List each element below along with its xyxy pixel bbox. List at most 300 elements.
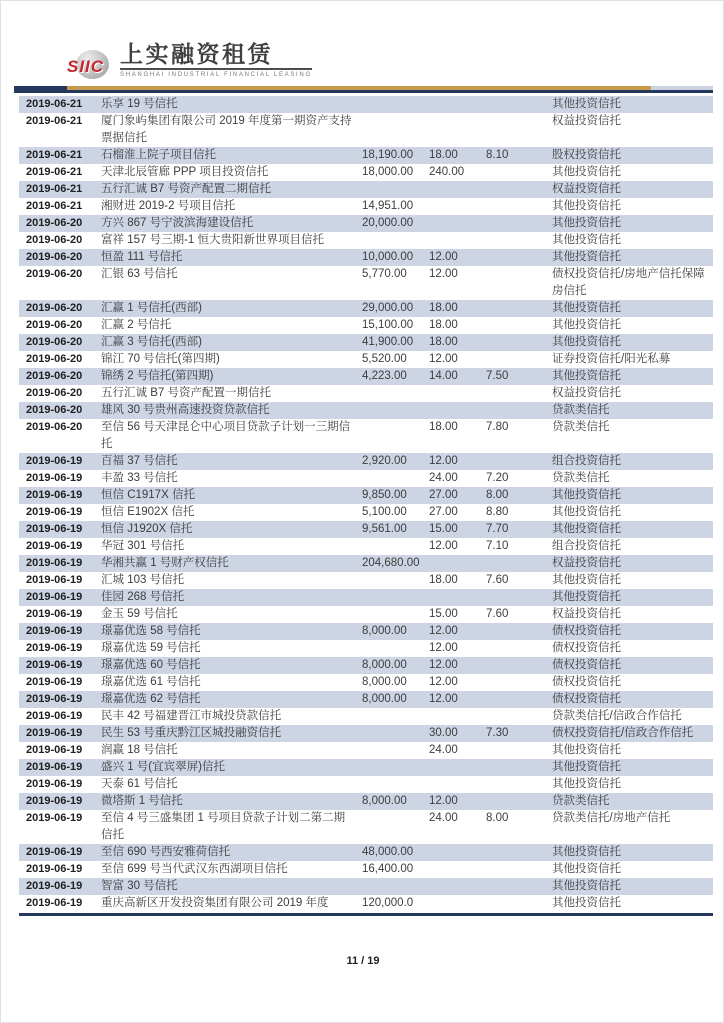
row-category: 债权投资信托/房地产信托保障房信托: [552, 268, 705, 297]
table-row: [19, 419, 713, 453]
row-category: 其他投资信托: [552, 98, 621, 110]
row-date: 2019-06-19: [26, 489, 83, 501]
table-row: [19, 589, 713, 606]
row-category: 其他投资信托: [552, 880, 621, 892]
row-product-name: 璟嘉优选 62 号信托: [101, 693, 201, 705]
row-product-name: 方兴 867 号宁波滨海建设信托: [101, 217, 254, 229]
row-date: 2019-06-19: [26, 455, 83, 467]
row-term: 12.00: [429, 625, 458, 637]
row-product-name: 石榴淮上院子项目信托: [101, 149, 216, 161]
row-term: 240.00: [429, 166, 465, 178]
row-date: 2019-06-19: [26, 676, 83, 688]
row-date: 2019-06-20: [26, 370, 83, 382]
table-row: [19, 895, 713, 912]
row-term: 24.00: [429, 812, 458, 824]
row-date: 2019-06-19: [26, 523, 83, 535]
row-product-name: 恒盈 111 号信托: [101, 251, 183, 263]
row-date: 2019-06-19: [26, 591, 83, 603]
row-category: 其他投资信托: [552, 489, 621, 501]
row-rate: [486, 640, 542, 657]
row-date: 2019-06-19: [26, 795, 83, 807]
row-category: 其他投资信托: [552, 234, 621, 246]
row-term: 18.00: [429, 574, 458, 586]
row-product-name: 璟嘉优选 58 号信托: [101, 625, 201, 637]
row-rate: [486, 113, 542, 147]
row-rate: 7.60: [486, 608, 509, 620]
row-rate: [486, 334, 542, 351]
page-footer: [1, 951, 724, 969]
row-term: [429, 878, 479, 895]
row-product-name: 汇赢 3 号信托(西部): [101, 336, 202, 348]
row-category: 债权投资信托: [552, 642, 621, 654]
row-product-name: 至信 4 号三盛集团 1 号项目贷款子计划二第二期信托: [101, 812, 346, 841]
row-product-name: 至信 56 号天津昆仑中心项目贷款子计划一三期信托: [101, 421, 351, 450]
row-rate: [486, 96, 542, 113]
row-rate: 7.50: [486, 370, 509, 382]
row-category: 其他投资信托: [552, 319, 621, 331]
row-category: 权益投资信托: [552, 115, 621, 127]
table-row: [19, 385, 713, 402]
row-rate: [486, 742, 542, 759]
row-category: 其他投资信托: [552, 761, 621, 773]
table-row: [19, 470, 713, 487]
row-product-name: 璟嘉优选 59 号信托: [101, 642, 201, 654]
row-product-name: 汇赢 1 号信托(西部): [101, 302, 202, 314]
row-date: 2019-06-20: [26, 251, 83, 263]
row-rate: 8.00: [486, 812, 509, 824]
row-amount: 204,680.00: [362, 557, 420, 569]
table-row: [19, 351, 713, 368]
row-product-name: 厦门象屿集团有限公司 2019 年度第一期资产支持票据信托: [101, 115, 352, 144]
row-amount: [362, 538, 420, 555]
row-term: 24.00: [429, 744, 458, 756]
row-category: 其他投资信托: [552, 166, 621, 178]
row-term: 12.00: [429, 268, 458, 280]
row-date: 2019-06-19: [26, 880, 83, 892]
row-term: [429, 402, 479, 419]
row-product-name: 天泰 61 号信托: [101, 778, 178, 790]
row-category: 其他投资信托: [552, 506, 621, 518]
row-date: 2019-06-19: [26, 472, 83, 484]
row-product-name: 乐享 19 号信托: [101, 98, 178, 110]
table-row: [19, 606, 713, 623]
row-category: 其他投资信托: [552, 523, 621, 535]
row-category: 组合投资信托: [552, 540, 621, 552]
row-date: 2019-06-21: [26, 183, 83, 195]
row-date: 2019-06-19: [26, 744, 83, 756]
row-rate: [486, 453, 542, 470]
row-amount: 8,000.00: [362, 693, 407, 705]
row-product-name: 百福 37 号信托: [101, 455, 178, 467]
row-amount: 18,000.00: [362, 166, 414, 178]
row-term: [429, 96, 479, 113]
row-product-name: 富祥 157 号三期-1 恒大贵阳新世界项目信托: [101, 234, 324, 246]
row-product-name: 佳园 268 号信托: [101, 591, 185, 603]
row-rate: [486, 300, 542, 317]
row-date: 2019-06-20: [26, 302, 83, 314]
row-term: 12.00: [429, 659, 458, 671]
row-amount: 5,100.00: [362, 506, 407, 518]
row-product-name: 润赢 18 号信托: [101, 744, 178, 756]
row-amount: [362, 113, 420, 147]
row-category: 其他投资信托: [552, 591, 621, 603]
table-row: [19, 215, 713, 232]
row-product-name: 湘财进 2019-2 号项目信托: [101, 200, 236, 212]
row-term: 15.00: [429, 608, 458, 620]
row-amount: [362, 232, 420, 249]
table-row: [19, 147, 713, 164]
row-date: 2019-06-21: [26, 149, 83, 161]
row-rate: 7.20: [486, 472, 509, 484]
page-number: 11 / 19: [346, 955, 380, 967]
row-rate: [486, 623, 542, 640]
row-category: 贷款类信托: [552, 421, 610, 433]
table-bottom-rule: [19, 913, 713, 916]
row-amount: 15,100.00: [362, 319, 414, 331]
row-category: 贷款类信托: [552, 795, 610, 807]
row-rate: [486, 878, 542, 895]
row-date: 2019-06-20: [26, 268, 83, 280]
row-rate: [486, 776, 542, 793]
row-category: 权益投资信托: [552, 608, 621, 620]
row-rate: 7.10: [486, 540, 509, 552]
table-row: [19, 266, 713, 300]
table-row: [19, 691, 713, 708]
table-row: [19, 555, 713, 572]
row-category: 其他投资信托: [552, 574, 621, 586]
row-rate: [486, 674, 542, 691]
row-term: [429, 113, 479, 147]
header-rule: [14, 86, 713, 93]
row-date: 2019-06-21: [26, 98, 83, 110]
row-category: 其他投资信托: [552, 778, 621, 790]
row-product-name: 璟嘉优选 60 号信托: [101, 659, 201, 671]
table-row: [19, 708, 713, 725]
row-product-name: 恒信 C1917X 信托: [101, 489, 195, 501]
row-rate: [486, 249, 542, 266]
row-amount: [362, 402, 420, 419]
row-category: 债权投资信托: [552, 625, 621, 637]
row-product-name: 璟嘉优选 61 号信托: [101, 676, 201, 688]
table-row: [19, 725, 713, 742]
table-row: [19, 113, 713, 147]
row-term: [429, 198, 479, 215]
table-row: [19, 334, 713, 351]
row-term: [429, 555, 479, 572]
row-category: 债权投资信托: [552, 693, 621, 705]
row-product-name: 盛兴 1 号(宜宾翠屏)信托: [101, 761, 225, 773]
row-product-name: 至信 699 号当代武汉东西湖项目信托: [101, 863, 288, 875]
row-amount: 41,900.00: [362, 336, 414, 348]
header-rule-navy-under: [14, 90, 713, 93]
row-rate: 7.80: [486, 421, 509, 433]
row-term: [429, 181, 479, 198]
row-amount: 5,770.00: [362, 268, 407, 280]
row-category: 其他投资信托: [552, 744, 621, 756]
row-amount: 9,561.00: [362, 523, 407, 535]
row-term: 27.00: [429, 489, 458, 501]
row-amount: [362, 385, 420, 402]
row-product-name: 至信 690 号西安雅荷信托: [101, 846, 231, 858]
row-term: 24.00: [429, 472, 458, 484]
row-amount: [362, 810, 420, 844]
table-row: [19, 181, 713, 198]
row-amount: 8,000.00: [362, 795, 407, 807]
row-rate: [486, 385, 542, 402]
row-rate: [486, 793, 542, 810]
row-term: [429, 232, 479, 249]
row-category: 债权投资信托: [552, 659, 621, 671]
row-term: 15.00: [429, 523, 458, 535]
row-rate: [486, 351, 542, 368]
table-row: [19, 538, 713, 555]
row-product-name: 锦江 70 号信托(第四期): [101, 353, 220, 365]
row-date: 2019-06-19: [26, 863, 83, 875]
row-amount: [362, 419, 420, 453]
row-amount: 18,190.00: [362, 149, 414, 161]
row-product-name: 民生 53 号重庆黔江区城投融资信托: [101, 727, 282, 739]
row-date: 2019-06-19: [26, 761, 83, 773]
row-rate: [486, 198, 542, 215]
table-row: [19, 198, 713, 215]
row-category: 组合投资信托: [552, 455, 621, 467]
table-row: [19, 521, 713, 538]
row-product-name: 汇银 63 号信托: [101, 268, 178, 280]
row-rate: [486, 589, 542, 606]
row-rate: 8.00: [486, 489, 509, 501]
row-term: 18.00: [429, 421, 458, 433]
row-amount: 120,000.0: [362, 897, 414, 909]
row-rate: [486, 844, 542, 861]
row-term: [429, 861, 479, 878]
table-row: [19, 844, 713, 861]
row-product-name: 智富 30 号信托: [101, 880, 178, 892]
row-term: 27.00: [429, 506, 458, 518]
row-date: 2019-06-19: [26, 897, 83, 909]
row-product-name: 汇赢 2 号信托: [101, 319, 172, 331]
row-term: 12.00: [429, 642, 458, 654]
row-date: 2019-06-19: [26, 727, 83, 739]
row-date: 2019-06-19: [26, 812, 83, 824]
row-rate: [486, 317, 542, 334]
row-date: 2019-06-20: [26, 421, 83, 433]
row-date: 2019-06-20: [26, 387, 83, 399]
row-category: 其他投资信托: [552, 336, 621, 348]
row-rate: [486, 691, 542, 708]
row-term: 12.00: [429, 693, 458, 705]
row-amount: 29,000.00: [362, 302, 414, 314]
row-amount: 2,920.00: [362, 455, 407, 467]
row-amount: 20,000.00: [362, 217, 414, 229]
table-row: [19, 776, 713, 793]
row-product-name: 民丰 42 号福建晋江市城投贷款信托: [101, 710, 282, 722]
table-row: [19, 810, 713, 844]
row-product-name: 雄风 30 号贵州高速投资贷款信托: [101, 404, 270, 416]
row-amount: 4,223.00: [362, 370, 407, 382]
row-product-name: 恒信 J1920X 信托: [101, 523, 193, 535]
row-category: 其他投资信托: [552, 846, 621, 858]
table-row: [19, 878, 713, 895]
row-category: 债权投资信托: [552, 676, 621, 688]
row-date: 2019-06-20: [26, 404, 83, 416]
row-category: 其他投资信托: [552, 251, 621, 263]
row-amount: 8,000.00: [362, 625, 407, 637]
row-category: 其他投资信托: [552, 217, 621, 229]
row-amount: [362, 725, 420, 742]
row-date: 2019-06-20: [26, 336, 83, 348]
table-row: [19, 793, 713, 810]
row-rate: 7.60: [486, 574, 509, 586]
row-term: [429, 759, 479, 776]
table-row: [19, 504, 713, 521]
row-term: 18.00: [429, 336, 458, 348]
table-row: [19, 96, 713, 113]
row-product-name: 五行汇诚 B7 号资产配置一期信托: [101, 387, 271, 399]
row-term: 14.00: [429, 370, 458, 382]
trust-table-body: [19, 96, 713, 912]
row-date: 2019-06-20: [26, 217, 83, 229]
table-row: [19, 402, 713, 419]
row-product-name: 金玉 59 号信托: [101, 608, 178, 620]
row-amount: 10,000.00: [362, 251, 414, 263]
table-row: [19, 657, 713, 674]
row-date: 2019-06-19: [26, 710, 83, 722]
row-product-name: 重庆高新区开发投资集团有限公司 2019 年度: [101, 897, 329, 909]
row-category: 其他投资信托: [552, 370, 621, 382]
row-amount: [362, 708, 420, 725]
row-date: 2019-06-19: [26, 608, 83, 620]
row-product-name: 华冠 301 号信托: [101, 540, 185, 552]
row-date: 2019-06-21: [26, 115, 83, 127]
row-category: 证券投资信托/阳光私募: [552, 353, 671, 365]
row-amount: [362, 181, 420, 198]
row-rate: [486, 215, 542, 232]
row-amount: [362, 572, 420, 589]
row-term: 12.00: [429, 455, 458, 467]
row-date: 2019-06-19: [26, 506, 83, 518]
row-date: 2019-06-19: [26, 778, 83, 790]
table-row: [19, 861, 713, 878]
row-amount: [362, 470, 420, 487]
row-amount: 9,850.00: [362, 489, 407, 501]
row-rate: [486, 181, 542, 198]
table-row: [19, 674, 713, 691]
row-category: 贷款类信托/房地产信托: [552, 812, 671, 824]
row-product-name: 天津北辰管廊 PPP 项目投资信托: [101, 166, 269, 178]
row-term: 12.00: [429, 540, 458, 552]
row-amount: [362, 776, 420, 793]
row-amount: [362, 759, 420, 776]
row-date: 2019-06-20: [26, 234, 83, 246]
row-category: 其他投资信托: [552, 200, 621, 212]
row-rate: [486, 759, 542, 776]
row-date: 2019-06-21: [26, 200, 83, 212]
row-date: 2019-06-21: [26, 166, 83, 178]
table-row: [19, 759, 713, 776]
row-product-name: 五行汇诚 B7 号资产配置二期信托: [101, 183, 271, 195]
row-category: 权益投资信托: [552, 183, 621, 195]
row-rate: [486, 232, 542, 249]
row-category: 其他投资信托: [552, 897, 621, 909]
table-row: [19, 453, 713, 470]
table-row: [19, 487, 713, 504]
table-row: [19, 164, 713, 181]
row-rate: [486, 555, 542, 572]
row-amount: [362, 606, 420, 623]
row-term: [429, 895, 479, 912]
brand-block: [120, 41, 312, 78]
table-row: [19, 572, 713, 589]
row-term: 18.00: [429, 149, 458, 161]
row-amount: 5,520.00: [362, 353, 407, 365]
row-amount: 48,000.00: [362, 846, 414, 858]
row-category: 债权投资信托/信政合作信托: [552, 727, 694, 739]
row-amount: 14,951.00: [362, 200, 414, 212]
table-row: [19, 623, 713, 640]
row-rate: [486, 895, 542, 912]
row-term: 12.00: [429, 795, 458, 807]
row-term: 18.00: [429, 319, 458, 331]
row-category: 股权投资信托: [552, 149, 621, 161]
table-row: [19, 742, 713, 759]
row-date: 2019-06-19: [26, 846, 83, 858]
row-term: [429, 215, 479, 232]
row-product-name: 恒信 E1902X 信托: [101, 506, 195, 518]
row-amount: 16,400.00: [362, 863, 414, 875]
row-rate: 7.70: [486, 523, 509, 535]
row-rate: [486, 266, 542, 300]
row-date: 2019-06-19: [26, 557, 83, 569]
trust-table: [19, 96, 713, 916]
siic-wordmark: SIIC: [67, 57, 105, 76]
row-term: [429, 776, 479, 793]
row-date: 2019-06-19: [26, 625, 83, 637]
row-rate: [486, 657, 542, 674]
row-term: [429, 589, 479, 606]
row-term: 12.00: [429, 353, 458, 365]
row-category: 贷款类信托: [552, 472, 610, 484]
row-term: [429, 844, 479, 861]
row-product-name: 锦绣 2 号信托(第四期): [101, 370, 214, 382]
row-rate: 8.80: [486, 506, 509, 518]
row-product-name: 汇城 103 号信托: [101, 574, 185, 586]
row-term: 12.00: [429, 251, 458, 263]
row-date: 2019-06-19: [26, 540, 83, 552]
row-date: 2019-06-20: [26, 319, 83, 331]
row-category: 其他投资信托: [552, 863, 621, 875]
row-date: 2019-06-20: [26, 353, 83, 365]
table-row: [19, 368, 713, 385]
row-product-name: 丰盈 33 号信托: [101, 472, 178, 484]
table-row: [19, 300, 713, 317]
row-date: 2019-06-19: [26, 659, 83, 671]
row-amount: [362, 742, 420, 759]
row-category: 贷款类信托/信政合作信托: [552, 710, 682, 722]
table-row: [19, 249, 713, 266]
row-rate: 8.10: [486, 149, 509, 161]
row-rate: [486, 402, 542, 419]
row-rate: [486, 164, 542, 181]
row-product-name: 微塔斯 1 号信托: [101, 795, 183, 807]
row-term: [429, 385, 479, 402]
row-category: 贷款类信托: [552, 404, 610, 416]
table-row: [19, 317, 713, 334]
row-rate: [486, 861, 542, 878]
row-term: [429, 708, 479, 725]
row-term: 12.00: [429, 676, 458, 688]
row-amount: 8,000.00: [362, 676, 407, 688]
company-logo: [67, 41, 312, 80]
